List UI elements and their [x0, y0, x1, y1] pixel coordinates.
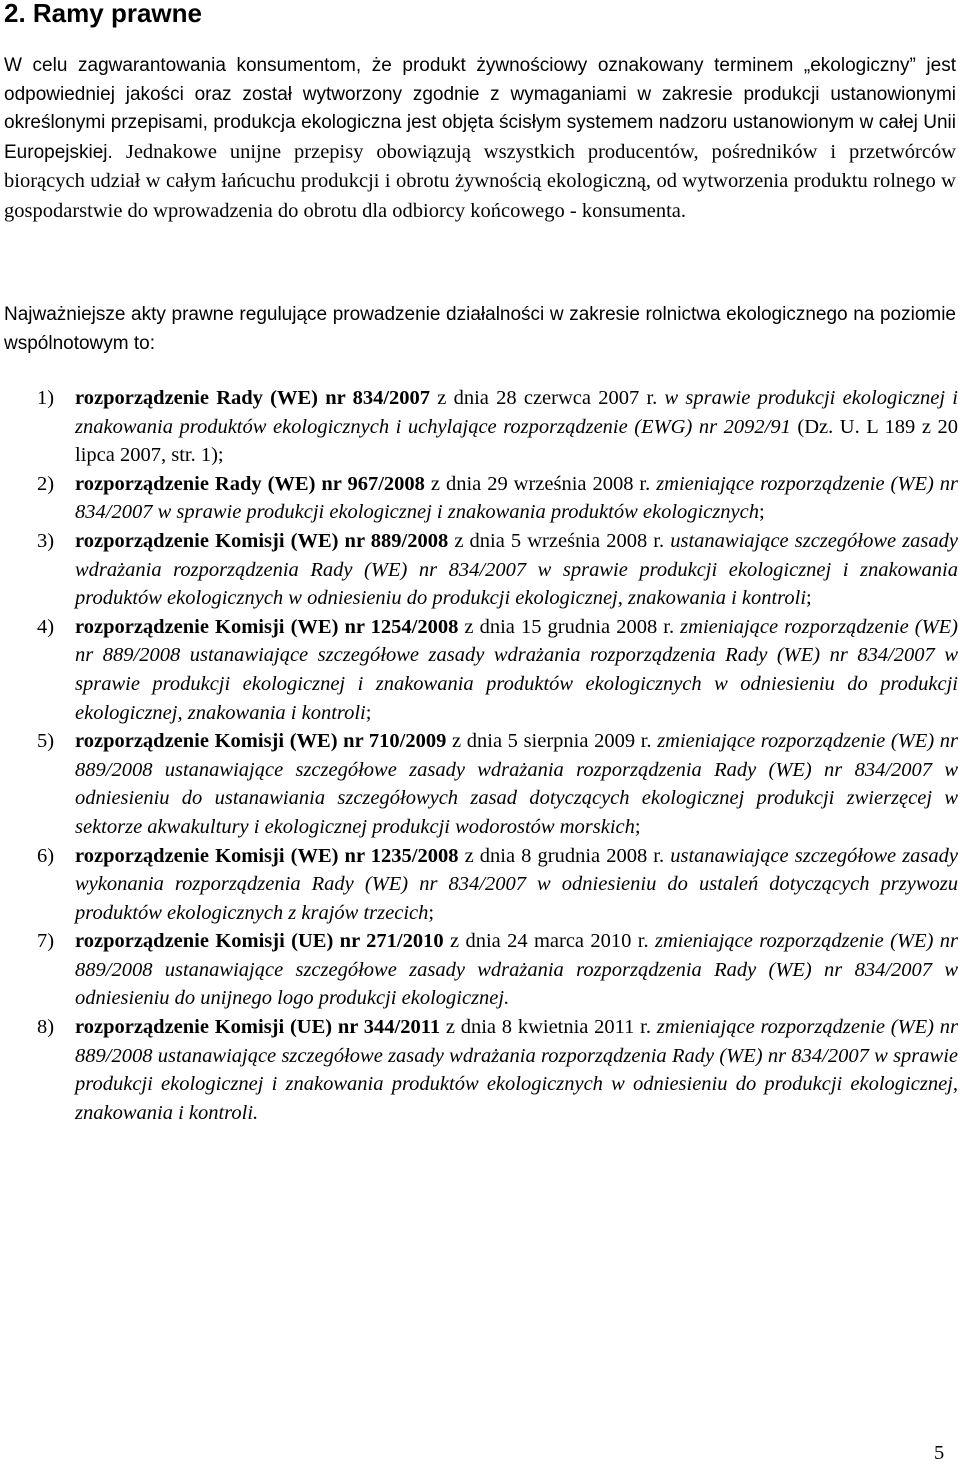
act-date: z dnia 28 czerwca 2007 r. — [430, 387, 665, 409]
legal-act-item — [0, 1013, 960, 1127]
act-title: rozporządzenie Komisji (WE) nr 710/2009 — [75, 730, 447, 753]
act-title: rozporządzenie Komisji (WE) nr 1235/2008 — [75, 844, 459, 867]
list-number: 1) — [37, 387, 55, 409]
act-subject: zmieniające rozporządzenie (WE) nr 889/2008 ustanawiające szczegółowe zasady wdrażania rozporządzenia Rady (WE) nr 834/2007 w sprawie produkcji ekologicznej i znakowania produktów ekologicznych w odniesieniu do produkcji ekologicznej, znakowania i kontroli — [75, 615, 958, 724]
act-tail: ; — [634, 815, 641, 838]
act-title: rozporządzenie Komisji (UE) nr 271/2010 — [75, 930, 444, 953]
act-subject: ustanawiające szczegółowe zasady wykonania rozporządzenia Rady (WE) nr 834/2007 w odniesieniu do ustaleń dotyczących przywozu produktów ekologicznych z krajów trzecich — [75, 844, 958, 924]
page-number: 5 — [934, 1442, 945, 1464]
act-subject: zmieniające rozporządzenie (WE) nr 889/2008 ustanawiające szczegółowe zasady wdrażania rozporządzenia Rady (WE) nr 834/2007 w sprawie produkcji ekologicznej i znakowania produktów ekologicznych w odniesieniu do produkcji ekologicznej, znakowania i kontroli. — [75, 1016, 959, 1124]
legal-acts-list — [0, 384, 960, 1127]
act-subject: w sprawie produkcji ekologicznej i znakowania produktów ekologicznych i uchylające rozporządzenie (EWG) nr 2092/91 — [75, 387, 958, 438]
intro-paragraph — [4, 52, 956, 227]
act-date: z dnia 29 września 2008 r. — [424, 472, 657, 495]
act-date: z dnia 24 marca 2010 r. — [443, 930, 655, 953]
list-number: 2) — [37, 472, 55, 495]
list-number: 3) — [37, 529, 55, 552]
act-title: rozporządzenie Komisji (WE) nr 1254/2008 — [75, 615, 459, 638]
acts-intro-paragraph: Najważniejsze akty prawne regulujące prowadzenie działalności w zakresie rolnictwa ekologicznego na poziomie wspólnotowym to: — [4, 304, 956, 354]
legal-act-item — [0, 384, 960, 470]
act-date: z dnia 8 kwietnia 2011 r. — [440, 1016, 657, 1039]
intro-text-sans: W celu zagwarantowania konsumentom, że produkt żywnościowy oznakowany terminem „ekologiczny” jest odpowiedniej jakości oraz został wytworzony zgodnie z wymaganiami w zakresie produkcji ustanowionymi określonymi przepisami, produkcja ekologiczna jest objęta ścisłym systemem nadzoru ustanowionym w całej Unii Europejskiej. — [4, 55, 956, 163]
act-tail: ; — [759, 501, 765, 524]
act-tail: ; — [365, 701, 372, 724]
act-date: z dnia 5 sierpnia 2009 r. — [446, 730, 658, 753]
intro-text-serif: Jednakowe unijne przepisy obowiązują wszystkich producentów, pośredników i przetwórców biorących udział w całym łańcuchu produkcji i obrotu żywnością ekologiczną, od wytworzenia produktu rolnego w gospodarstwie do wprowadzenia do obrotu dla odbiorcy końcowego - konsumenta. — [4, 140, 956, 222]
legal-act-item — [0, 527, 960, 613]
legal-act-item — [0, 727, 960, 841]
act-subject: ustanawiające szczegółowe zasady wdrażania rozporządzenia Rady (WE) nr 834/2007 w sprawie produkcji ekologicznej i znakowania produktów ekologicznych w odniesieniu do produkcji ekologicznej, znakowania i kontroli — [75, 529, 958, 610]
act-title: rozporządzenie Komisji (UE) nr 344/2011 — [75, 1016, 441, 1039]
legal-act-item — [0, 842, 960, 928]
legal-act-item — [0, 927, 960, 1013]
act-date: z dnia 15 grudnia 2008 r. — [458, 615, 681, 638]
legal-act-item — [0, 470, 960, 527]
list-number: 6) — [37, 844, 55, 867]
act-date: z dnia 8 grudnia 2008 r. — [458, 844, 671, 867]
act-subject: zmieniające rozporządzenie (WE) nr 834/2007 w sprawie produkcji ekologicznej i znakowania produktów ekologicznych — [75, 472, 958, 524]
section-heading: 2. Ramy prawne — [4, 0, 202, 28]
act-subject: zmieniające rozporządzenie (WE) nr 889/2008 ustanawiające szczegółowe zasady wdrażania rozporządzenia Rady (WE) nr 834/2007 w odniesieniu do unijnego logo produkcji ekologicznej. — [75, 930, 958, 1010]
act-date: z dnia 5 września 2008 r. — [448, 529, 671, 552]
act-title: rozporządzenie Rady (WE) nr 967/2008 — [75, 472, 425, 495]
act-title: rozporządzenie Komisji (WE) nr 889/2008 — [75, 529, 449, 552]
act-title: rozporządzenie Rady (WE) nr 834/2007 — [75, 387, 431, 409]
act-tail: ; — [806, 587, 812, 610]
list-number: 7) — [37, 930, 55, 953]
list-number: 4) — [37, 615, 55, 638]
legal-act-item — [0, 613, 960, 727]
list-number: 5) — [37, 730, 55, 753]
list-number: 8) — [37, 1016, 55, 1039]
act-tail: (Dz. U. L 189 z 20 lipca 2007, str. 1); — [75, 415, 958, 467]
act-subject: zmieniające rozporządzenie (WE) nr 889/2008 ustanawiające szczegółowe zasady wdrażania rozporządzenia Rady (WE) nr 834/2007 w odniesieniu do ustanawiania szczegółowych zasad dotyczących ekologicznej produkcji zwierzęcej w sektorze akwakultury i ekologicznej produkcji wodorostów morskich — [75, 730, 959, 838]
act-tail: ; — [428, 901, 435, 924]
